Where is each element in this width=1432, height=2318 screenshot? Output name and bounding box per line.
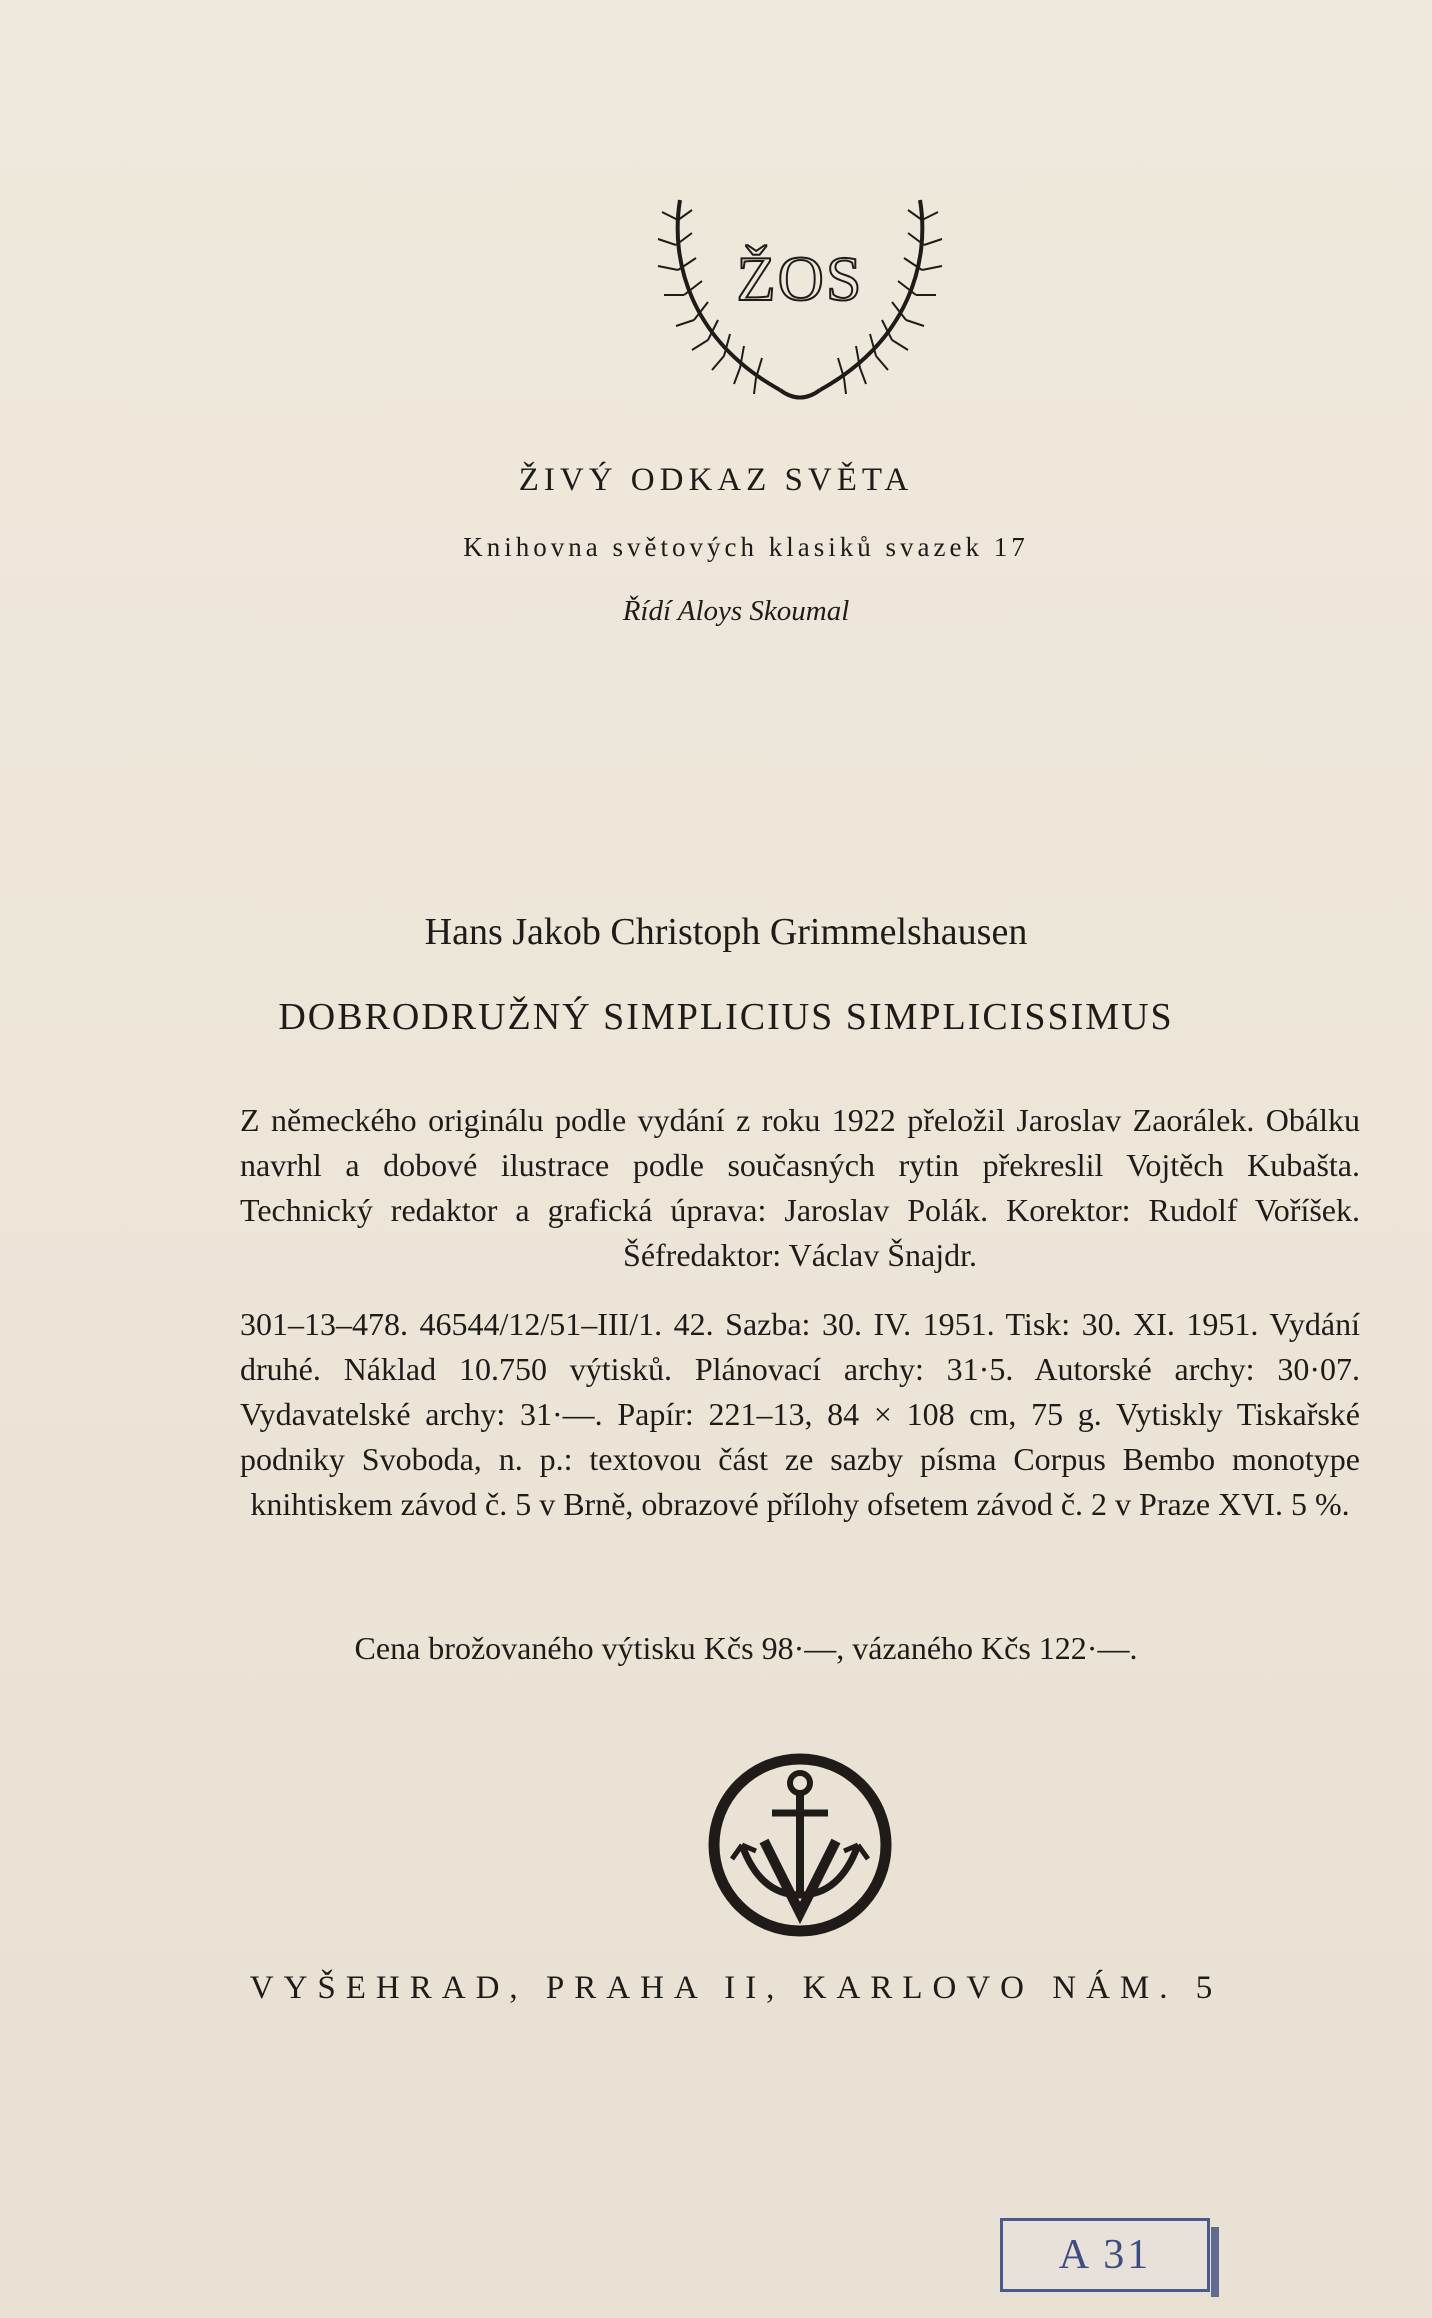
publisher-address: VYŠEHRAD, PRAHA II, KARLOVO NÁM. 5	[249, 1970, 1223, 2006]
price-line: Cena brožovaného výtisku Kčs 98·—, vázaného Kčs 122·—.	[354, 1630, 1138, 1666]
library-stamp: A 31	[1000, 2218, 1210, 2292]
book-title: DOBRODRUŽNÝ SIMPLICIUS SIMPLICISSIMUS	[278, 996, 1174, 1038]
laurel-wreath-icon	[640, 190, 960, 415]
credits-paragraph: Z německého originálu podle vydání z roku 1922 přeložil Jaroslav Zaorálek. Obálku navrhl a dobové ilustrace podle současných rytin překreslil Vojtěch Kubašta. Technický redaktor a grafická úprava: Jaroslav Polák. Korektor: Rudolf Voříšek. Šéfredaktor: Václav Šnajdr.	[240, 1102, 1360, 1273]
series-subtitle: Knihovna světových klasiků svazek 17	[463, 532, 1029, 562]
series-logo	[640, 190, 960, 415]
publisher-emblem	[700, 1745, 900, 1945]
series-editor: Řídí Aloys Skoumal	[622, 595, 850, 627]
imprint-paragraph: 301–13–478. 46544/12/51–III/1. 42. Sazba: 30. IV. 1951. Tisk: 30. XI. 1951. Vydání druhé. Náklad 10.750 výtisků. Plánovací archy: 31·5. Autorské archy: 30·07. Vydavatelské archy: 31·—. Papír: 221–13, 84 × 108 cm, 75 g. Vytiskly Tiskařské podniky Svoboda, n. p.: textovou část ze sazby písma Corpus Bembo monotype knihtiskem závod č. 5 v Brně, obrazové přílohy ofsetem závod č. 2 v Praze XVI. 5 %.	[240, 1306, 1360, 1522]
logo-text: ŽOS	[736, 243, 864, 314]
book-author: Hans Jakob Christoph Grimmelshausen	[424, 911, 1028, 953]
series-title: ŽIVÝ ODKAZ SVĚTA	[518, 462, 914, 498]
anchor-emblem-icon	[700, 1745, 900, 1945]
